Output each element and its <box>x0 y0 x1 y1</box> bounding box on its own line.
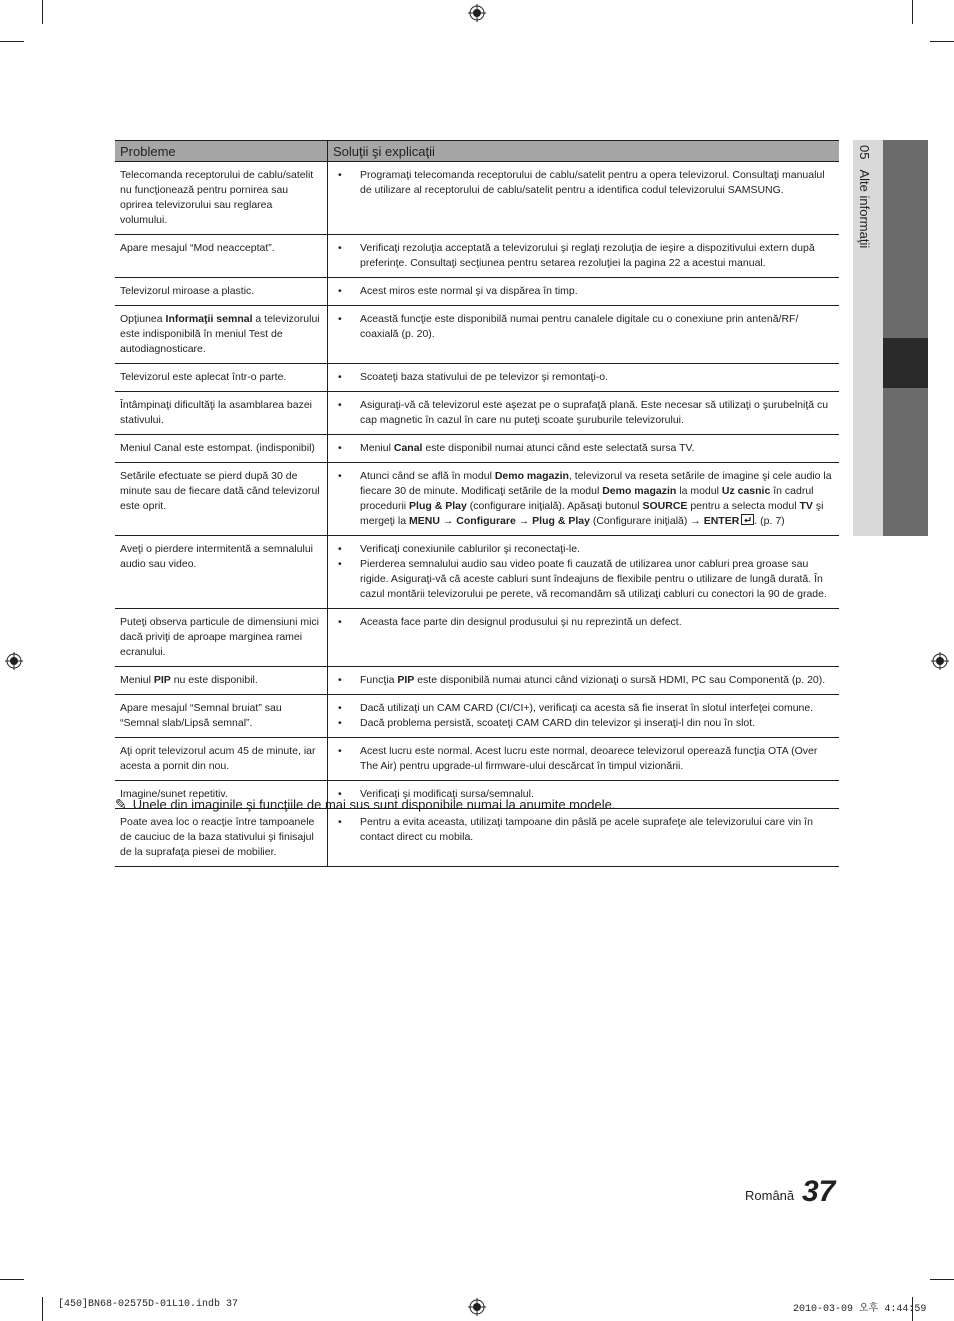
solution-cell <box>328 536 840 609</box>
solution-text: Aceasta face parte din designul produsului şi nu reprezintă un defect. <box>360 616 682 628</box>
solution-text: Verificaţi rezoluţia acceptată a televizorului şi reglaţi rezoluţia de ieşire a dispozitivului extern după preferinţe. Consultaţi secţiunea pentru setarea rezoluţiei la pagina 22 a acestui manual. <box>360 242 815 269</box>
solution-text: Asiguraţi-vă că televizorul este aşezat pe o suprafaţă plană. Este necesar să utilizaţi o şurubelniţă cu cap magnetic în cazul în care nu puteţi scoate şuruburile televizorului. <box>360 399 829 426</box>
menu-term: Uz casnic <box>721 485 771 497</box>
problem-cell: Meniul Canal este estompat. (indisponibil) <box>115 435 328 463</box>
chapter-tab-strip <box>883 388 928 536</box>
solution-text: Verificaţi conexiunile cablurilor şi reconectaţi-le. <box>360 543 581 555</box>
problem-cell: Întâmpinaţi dificultăţi la asamblarea bazei stativului. <box>115 392 328 435</box>
note-text: Unele din imaginile şi funcţiile de mai sus sunt disponibile numai la anumite modele. <box>132 797 616 812</box>
solution-text: Acest miros este normal şi va dispărea în timp. <box>360 285 578 297</box>
bullet: • <box>338 470 342 482</box>
solution-fragment: este disponibil numai atunci când este selectată sursa TV. <box>422 442 695 454</box>
table-row <box>115 278 839 306</box>
crop-mark <box>42 1297 43 1321</box>
solution-fragment: (Configurare iniţială) → <box>589 515 704 527</box>
bullet: • <box>338 674 342 686</box>
bullet: • <box>338 442 342 454</box>
table-row <box>115 809 839 867</box>
table-row <box>115 463 839 536</box>
bullet: • <box>338 169 342 181</box>
solution-cell <box>328 809 840 867</box>
problem-cell <box>115 306 328 364</box>
menu-term: Plug & Play <box>409 500 467 512</box>
bullet: • <box>338 543 342 555</box>
menu-term: TV <box>799 500 813 512</box>
registration-mark-icon <box>468 1298 486 1316</box>
registration-mark-icon <box>468 4 486 22</box>
registration-mark-icon <box>5 652 23 670</box>
table-row <box>115 667 839 695</box>
menu-term: Informaţii semnal <box>165 313 253 325</box>
menu-term: Demo magazin <box>494 470 569 482</box>
column-header-problems: Probleme <box>115 141 328 162</box>
solution-text: Verificaţi şi modificaţi sursa/semnalul. <box>360 788 534 800</box>
crop-mark <box>0 1279 24 1280</box>
menu-term: PIP <box>153 674 171 686</box>
menu-term: Plug & Play <box>532 515 590 527</box>
registration-mark-icon <box>931 652 949 670</box>
chapter-tab-label <box>857 145 872 248</box>
solution-fragment: la modul <box>676 485 722 497</box>
solution-text: Pentru a evita aceasta, utilizaţi tampoane din pâslă pe acele suprafeţe ale televizorului care vin în contact direct cu mobila. <box>360 816 813 843</box>
menu-term: ENTER <box>703 515 740 527</box>
solution-text: Dacă utilizaţi un CAM CARD (CI/CI+), verificaţi ca acesta să fie inserat în slotul interfeţei comune. <box>360 702 814 714</box>
solution-fragment: Funcţia <box>360 674 398 686</box>
enter-icon <box>741 514 754 525</box>
footer-language: Română <box>745 1188 795 1203</box>
solution-cell <box>328 695 840 738</box>
bullet: • <box>338 285 342 297</box>
solution-text: Pierderea semnalului audio sau video poate fi cauzată de utilizarea unor cabluri prea groase sau rigide. Asiguraţi-vă că aceste cabluri sunt îndeajuns de flexibile pentru o utilizare de lungă durată. În cazul montării televizorului pe perete, vă recomandăm să utilizaţi cabluri cu conectori la 90 de grade. <box>360 558 827 600</box>
bullet: • <box>338 816 342 828</box>
table-row <box>115 536 839 609</box>
problem-text: Meniul <box>120 674 154 686</box>
solution-cell <box>328 278 840 306</box>
bullet: • <box>338 558 342 570</box>
table-row <box>115 609 839 667</box>
solution-cell <box>328 609 840 667</box>
menu-term: SOURCE <box>642 500 688 512</box>
problem-cell <box>115 667 328 695</box>
chapter-tab-strip <box>883 140 928 338</box>
pencil-icon: ✎ <box>115 796 127 812</box>
menu-term: PIP <box>397 674 415 686</box>
table-row <box>115 364 839 392</box>
bullet: • <box>338 313 342 325</box>
solution-fragment: → <box>439 515 457 527</box>
chapter-title: Alte informaţii <box>857 169 872 249</box>
solution-cell <box>328 162 840 235</box>
table-row <box>115 695 839 738</box>
problem-text: Opţiunea <box>120 313 166 325</box>
solution-fragment: pentru a selecta modul <box>687 500 800 512</box>
solution-fragment: → <box>515 515 533 527</box>
solution-cell <box>328 667 840 695</box>
menu-term: Demo magazin <box>602 485 677 497</box>
solution-cell <box>328 463 840 536</box>
bullet: • <box>338 242 342 254</box>
note <box>115 796 615 813</box>
solution-fragment: Meniul <box>360 442 394 454</box>
solution-fragment: în cadrul procedurii <box>360 485 814 512</box>
page-number: 37 <box>802 1175 836 1208</box>
solution-text: Acest lucru este normal. Acest lucru este normal, deoarece televizorul operează funcţia OTA (Over The Air) pentru upgrade-ul firmware-ului descărcat în timpul vizionării. <box>360 745 818 772</box>
chapter-tab-marker <box>883 338 928 388</box>
bullet: • <box>338 616 342 628</box>
solution-cell <box>328 235 840 278</box>
print-slug-date: 2010-03-09 오후 4:44:59 <box>793 1304 927 1315</box>
problem-cell: Televizorul este aplecat într-o parte. <box>115 364 328 392</box>
problem-cell: Setările efectuate se pierd după 30 de minute sau de fiecare dată când televizorul este oprit. <box>115 463 328 536</box>
crop-mark <box>42 0 43 24</box>
problem-cell: Aveţi o pierdere intermitentă a semnalului audio sau video. <box>115 536 328 609</box>
menu-term: MENU <box>409 515 440 527</box>
solution-text: Programaţi telecomanda receptorului de cablu/satelit pentru a opera televizorul. Consultaţi manualul de utilizare al receptorului de cablu/satelit pentru a identifica codul televizorului SAMSUNG. <box>360 169 825 196</box>
problem-cell: Imagine/sunet repetitiv. <box>115 781 328 809</box>
table-row <box>115 235 839 278</box>
troubleshooting-table <box>115 140 839 867</box>
problem-text: a televizorului este indisponibilă în meniul Test de autodiagnosticare. <box>120 313 320 355</box>
bullet: • <box>338 371 342 383</box>
solution-fragment: , televizorul va reseta setările de imagine şi cele audio la fiecare 30 de minute. Modificaţi setările de la modul <box>360 470 832 497</box>
bullet: • <box>338 717 342 729</box>
solution-cell <box>328 306 840 364</box>
table-row <box>115 306 839 364</box>
crop-mark <box>930 1279 954 1280</box>
bullet: • <box>338 745 342 757</box>
table-row <box>115 435 839 463</box>
bullet: • <box>338 702 342 714</box>
problem-text: nu este disponibil. <box>170 674 258 686</box>
bullet: • <box>338 399 342 411</box>
problem-cell: Poate avea loc o reacţie între tampoanele de cauciuc de la baza stativului şi finisajul de la suprafaţa piesei de mobilier. <box>115 809 328 867</box>
problem-cell: Telecomanda receptorului de cablu/satelit nu funcţionează pentru pornirea sau oprirea televizorului sau reglarea volumului. <box>115 162 328 235</box>
problem-cell: Puteţi observa particule de dimensiuni mici dacă priviţi de aproape marginea ramei ecranului. <box>115 609 328 667</box>
bullet: • <box>338 788 342 800</box>
crop-mark <box>930 41 954 42</box>
solution-text <box>360 441 834 456</box>
problem-cell: Aţi oprit televizorul acum 45 de minute, iar acesta a pornit din nou. <box>115 738 328 781</box>
table-header-row <box>115 141 839 162</box>
solution-fragment: este disponibilă numai atunci când vizionaţi o sursă HDMI, PC sau Componentă (p. 20). <box>414 674 826 686</box>
problem-cell: Apare mesajul “Mod neacceptat”. <box>115 235 328 278</box>
solution-fragment: Atunci când se află în modul <box>360 470 495 482</box>
table-row <box>115 738 839 781</box>
solution-cell <box>328 435 840 463</box>
table-row <box>115 392 839 435</box>
solution-text: Dacă problema persistă, scoateţi CAM CARD din televizor şi inseraţi-l din nou în slot. <box>360 717 756 729</box>
crop-mark <box>912 0 913 24</box>
table-row <box>115 162 839 235</box>
chapter-number: 05 <box>857 145 872 160</box>
problem-cell: Apare mesajul “Semnal bruiat” sau “Semnal slab/Lipsă semnal”. <box>115 695 328 738</box>
column-header-solutions: Soluţii şi explicaţii <box>328 141 840 162</box>
solution-cell <box>328 738 840 781</box>
solution-cell <box>328 392 840 435</box>
crop-mark <box>0 41 24 42</box>
solution-text <box>360 673 834 688</box>
solution-text <box>360 469 834 529</box>
solution-text: Scoateţi baza stativului de pe televizor şi remontaţi-o. <box>360 371 609 383</box>
solution-fragment: şi mergeţi la <box>360 500 824 527</box>
solution-cell <box>328 364 840 392</box>
problem-cell: Televizorul miroase a plastic. <box>115 278 328 306</box>
menu-term: Canal <box>393 442 423 454</box>
print-slug-file: [450]BN68-02575D-01L10.indb 37 <box>58 1299 239 1310</box>
menu-term: Configurare <box>456 515 516 527</box>
solution-fragment: . (p. 7) <box>754 515 785 527</box>
solution-text: Această funcţie este disponibilă numai pentru canalele digitale cu o conexiune prin antenă/RF/ coaxială (p. 20). <box>360 313 799 340</box>
solution-fragment: (configurare iniţială). Apăsaţi butonul <box>466 500 643 512</box>
